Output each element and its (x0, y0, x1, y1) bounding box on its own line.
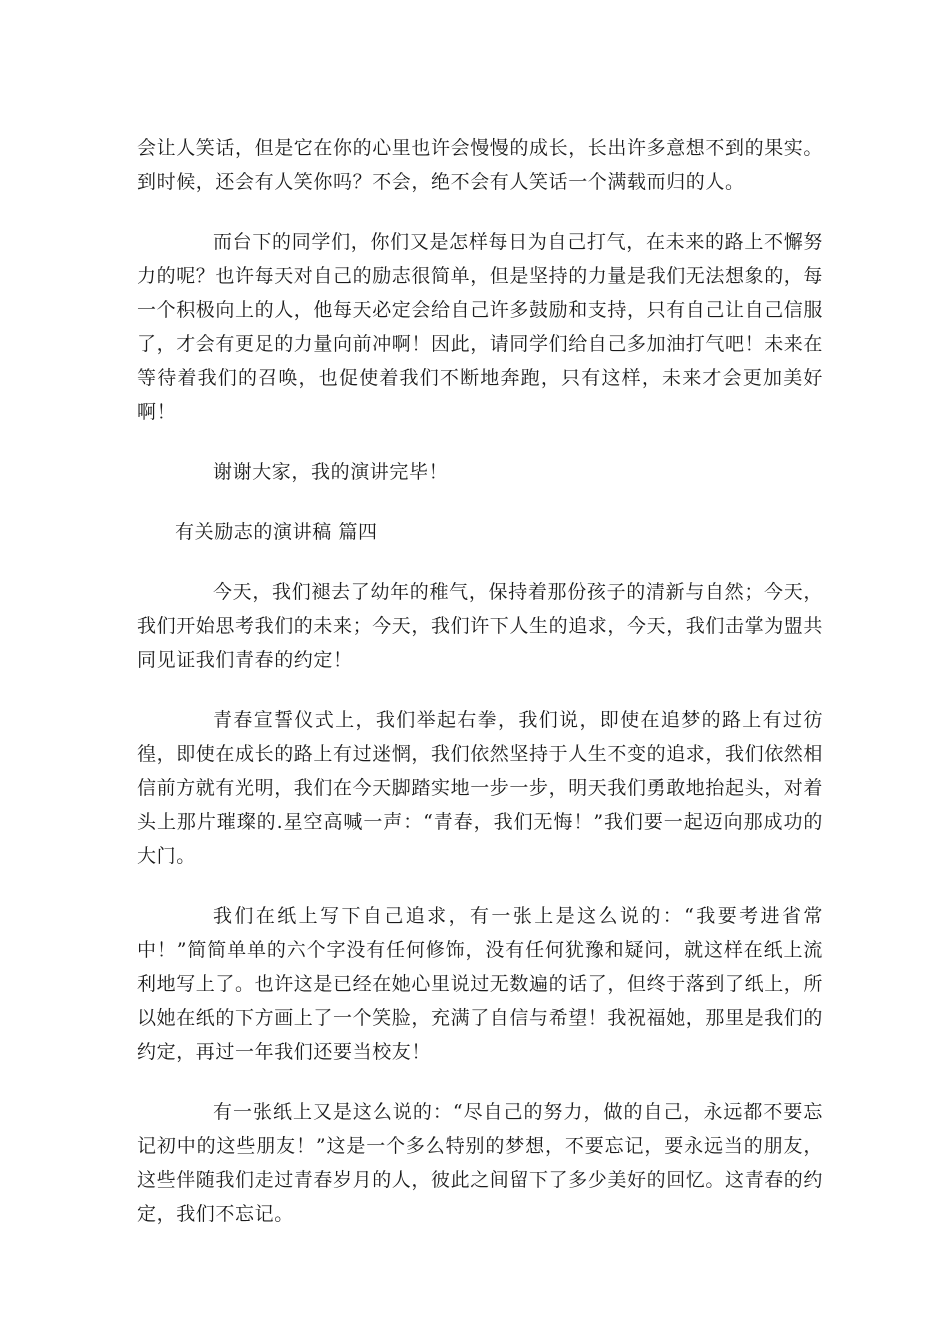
document-body (137, 131, 823, 1257)
paragraph-continuation: 会让人笑话，但是它在你的心里也许会慢慢的成长，长出许多意想不到的果实。到时候，还会有人笑你吗？不会，绝不会有人笑话一个满载而归的人。 (137, 137, 824, 193)
paragraph: 我们在纸上写下自己追求，有一张上是这么说的：“我要考进省常中！”简简单单的六个字没有任何修饰，没有任何犹豫和疑问，就这样在纸上流利地写上了。也许这是已经在她心里说过无数遍的话了，但终于落到了纸上，所以她在纸的下方画上了一个笑脸，充满了自信与希望！我祝福她，那里是我们的约定，再过一年我们还要当校友！ (137, 905, 824, 1063)
paragraph: 今天，我们褪去了幼年的稚气，保持着那份孩子的清新与自然；今天，我们开始思考我们的未来；今天，我们许下人生的追求，今天，我们击掌为盟共同见证我们青春的约定！ (137, 581, 824, 671)
paragraph-closing: 谢谢大家，我的演讲完毕！ (213, 461, 449, 483)
section-heading: 有关励志的演讲稿 篇四 (175, 521, 378, 543)
paragraph: 而台下的同学们，你们又是怎样每日为自己打气，在未来的路上不懈努力的呢？也许每天对自己的励志很简单，但是坚持的力量是我们无法想象的，每一个积极向上的人，他每天必定会给自己许多鼓励和支持，只有自己让自己信服了，才会有更足的力量向前冲啊！因此，请同学们给自己多加油打气吧！未来在等待着我们的召唤，也促使着我们不断地奔跑，只有这样，未来才会更加美好啊！ (137, 231, 824, 423)
paragraph: 有一张纸上又是这么说的：“尽自己的努力，做的自己，永远都不要忘记初中的这些朋友！”这是一个多么特别的梦想，不要忘记，要永远当的朋友，这些伴随我们走过青春岁月的人，彼此之间留下了多少美好的回忆。这青春的约定，我们不忘记。 (137, 1101, 824, 1225)
paragraph: 青春宣誓仪式上，我们举起右拳，我们说，即使在追梦的路上有过彷徨，即使在成长的路上有过迷惘，我们依然坚持于人生不变的追求，我们依然相信前方就有光明，我们在今天脚踏实地一步一步，明天我们勇敢地抬起头，对着头上那片璀璨的.星空高喊一声：“青春，我们无悔！”我们要一起迈向那成功的大门。 (137, 709, 824, 867)
